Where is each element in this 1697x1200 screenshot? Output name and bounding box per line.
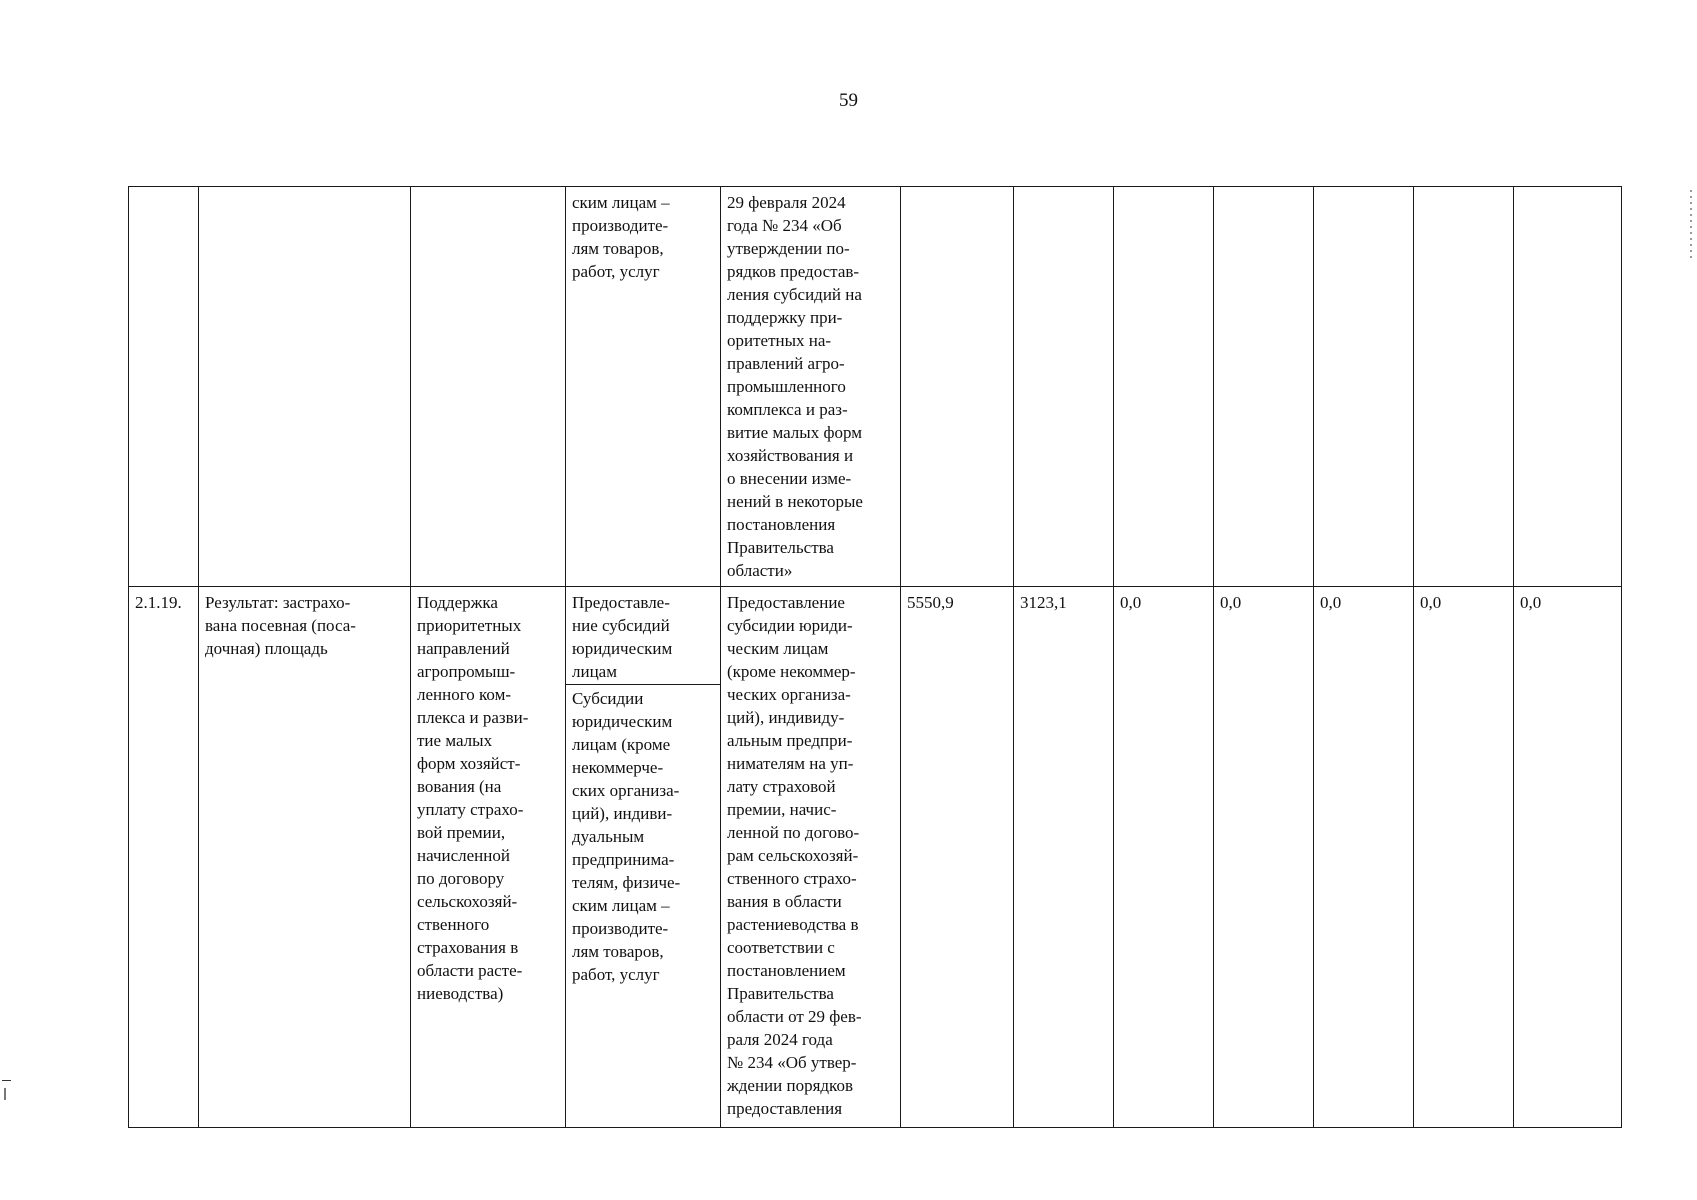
table-row bbox=[129, 187, 1622, 587]
value-cell bbox=[1514, 187, 1622, 587]
value-cell bbox=[1014, 587, 1114, 1128]
type-text: ским лицам – производите- лям товаров, работ, услуг bbox=[572, 193, 670, 281]
row-number-cell bbox=[129, 587, 199, 1128]
value-text: 5550,9 bbox=[907, 593, 954, 612]
value-cell bbox=[1214, 187, 1314, 587]
event-cell bbox=[411, 187, 566, 587]
basis-text: 29 февраля 2024 года № 234 «Об утверждении по- рядков предостав- ления субсидий на поддержку при- оритетных на- правлений агро- промышленного комплекса и раз- витие малых форм хозяйствования и о внесении изме- нений в некоторые постановления Правительства области» bbox=[727, 193, 863, 580]
page-number: 59 bbox=[839, 90, 858, 111]
value-text: 0,0 bbox=[1420, 593, 1442, 612]
value-cell bbox=[1314, 587, 1414, 1128]
type-cell bbox=[566, 187, 721, 587]
value-cell bbox=[901, 187, 1014, 587]
type-text: Предоставле- ние субсидий юридическим лицам bbox=[566, 591, 720, 685]
value-cell bbox=[1214, 587, 1314, 1128]
result-text: Результат: застрахо- вана посевная (поса- дочная) площадь bbox=[205, 593, 356, 658]
value-text: 3123,1 bbox=[1020, 593, 1067, 612]
value-cell bbox=[901, 587, 1014, 1128]
value-cell bbox=[1014, 187, 1114, 587]
value-cell bbox=[1114, 187, 1214, 587]
value-cell bbox=[1414, 587, 1514, 1128]
result-cell bbox=[199, 187, 411, 587]
result-cell bbox=[199, 587, 411, 1128]
basis-cell bbox=[721, 187, 901, 587]
value-text: 0,0 bbox=[1120, 593, 1142, 612]
row-number: 2.1.19. bbox=[135, 593, 182, 612]
table-row bbox=[129, 587, 1622, 1128]
value-text: 0,0 bbox=[1520, 593, 1542, 612]
basis-cell bbox=[721, 587, 901, 1128]
subsidy-recipients-text: Субсидии юридическим лицам (кроме некоммерче- ских организа- ций), индиви- дуальным предпринима- телям, физиче- ским лицам – производите- лям товаров, работ, услуг bbox=[572, 689, 681, 984]
scan-margin-mark bbox=[2, 1080, 11, 1081]
event-text: Поддержка приоритетных направлений агропромыш- ленного ком- плекса и разви- тие малых форм хозяйст- вования (на уплату страхо- вой премии, начисленной по договору сельскохозяй- ственного страхования в области расте- ниеводства) bbox=[417, 593, 529, 1003]
type-cell bbox=[566, 587, 721, 1128]
basis-text: Предоставление субсидии юриди- ческим лицам (кроме некоммер- ческих организа- ций), индивиду- альным предпри- нимателям на уп- лату страховой премии, начис- ленной по догово- рам сельскохозяй- ственного страхо- вания в области растениеводства в соответствии с постановлением Правительства области от 29 фев- раля 2024 года № 234 «Об утвер- ждении порядков предоставления bbox=[727, 593, 862, 1118]
value-text: 0,0 bbox=[1320, 593, 1342, 612]
row-number-cell bbox=[129, 187, 199, 587]
scan-edge-mark bbox=[1690, 190, 1692, 260]
value-cell bbox=[1514, 587, 1622, 1128]
document-table bbox=[128, 186, 1622, 1128]
scan-margin-mark bbox=[4, 1088, 6, 1100]
value-cell bbox=[1114, 587, 1214, 1128]
value-cell bbox=[1414, 187, 1514, 587]
event-cell bbox=[411, 587, 566, 1128]
value-text: 0,0 bbox=[1220, 593, 1242, 612]
value-cell bbox=[1314, 187, 1414, 587]
